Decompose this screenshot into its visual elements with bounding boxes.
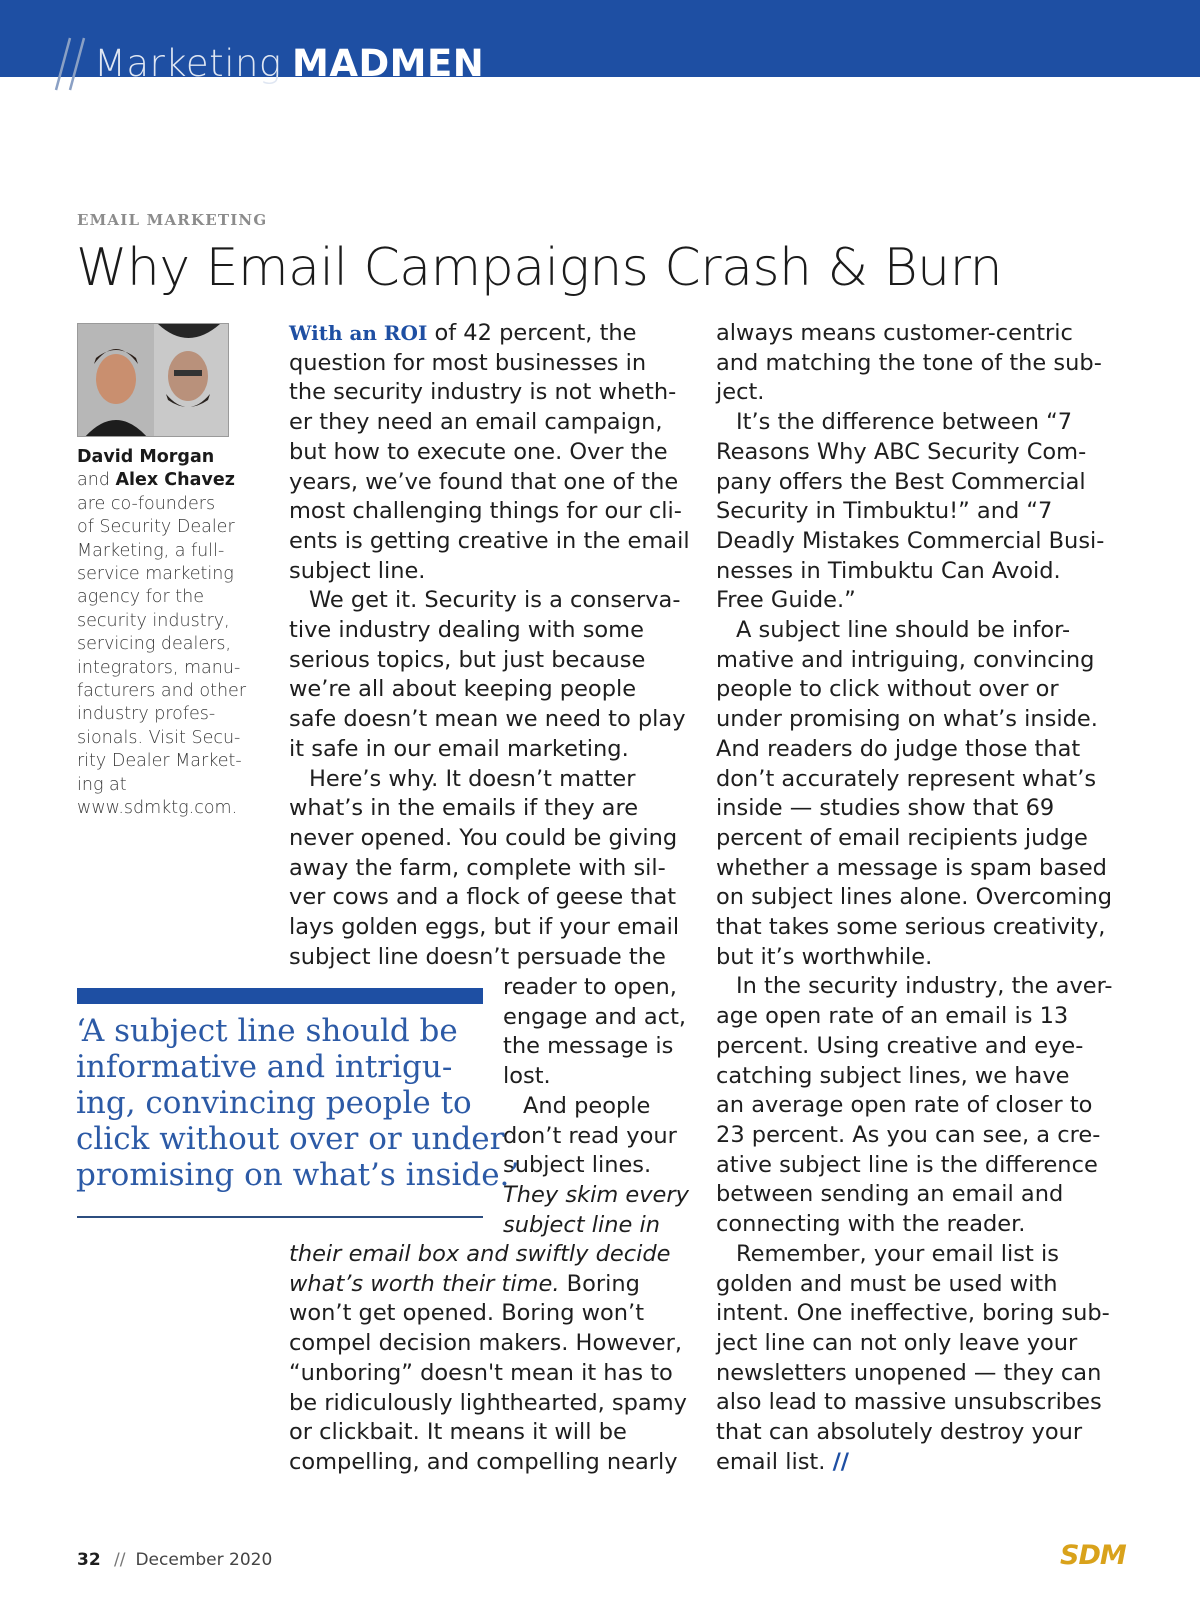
body-line: the security industry is not wheth- [289,379,677,406]
body-line: subject line doesn’t persuade the [289,943,666,970]
body-line: it safe in our email marketing. [289,735,629,762]
body-line: A subject line should be infor- [736,617,1071,644]
body-line: but it’s worthwhile. [716,943,933,970]
bio-line: integrators, manu- [77,657,241,678]
pullquote-line: ing, convincing people to [76,1085,472,1121]
author-name-2: Alex Chavez [115,470,235,491]
body-column-2-narrow [503,973,699,1240]
page-number: 32 [77,1550,101,1570]
body-line: lost. [503,1063,551,1090]
footer-separator: // [114,1550,126,1570]
body-line: email list. // [716,1448,849,1475]
body-line: It’s the difference between “7 [736,409,1073,436]
pullquote-line: promising on what’s inside.’ [76,1157,520,1193]
body-line: Deadly Mistakes Commercial Busi- [716,527,1105,554]
body-line: And readers do judge those that [716,735,1081,762]
bio-line: agency for the [77,587,204,608]
body-line: We get it. Security is a conserva- [309,587,681,614]
body-line: question for most businesses in [289,349,647,376]
author-name-1: David Morgan [77,447,215,467]
sdm-logo: SDM [1060,1540,1126,1571]
body-line: that can absolutely destroy your [716,1419,1083,1446]
body-line: golden and must be used with [716,1270,1058,1297]
body-line: tive industry dealing with some [289,617,644,644]
body-line: compel decision makers. However, [289,1330,683,1357]
author-photo-image [78,324,229,437]
body-line: but how to execute one. Over the [289,438,668,465]
body-line: Here’s why. It doesn’t matter [309,765,636,792]
body-line: 23 percent. As you can see, a cre- [716,1121,1101,1148]
pullquote [76,1013,520,1193]
body-line: lays golden eggs, but if your email [289,914,680,941]
department-name-bold: MADMEN [292,42,485,85]
body-line: we’re all about keeping people [289,676,637,703]
body-line: inside — studies show that 69 [716,795,1055,822]
bio-line: service marketing [77,564,234,585]
body-line: mative and intriguing, convincing [716,646,1095,673]
body-line: safe doesn’t mean we need to play [289,706,686,733]
bio-line: servicing dealers, [77,634,232,655]
pullquote-line: ‘A subject line should be [76,1013,458,1049]
bio-line: sionals. Visit Secu- [77,727,241,748]
bio-line: of Security Dealer [77,517,235,538]
lead-in: With an ROI [289,321,428,345]
body-line: age open rate of an email is 13 [716,1003,1069,1030]
body-line: newsletters unopened — they can [716,1359,1102,1386]
body-line: intent. One ineffective, boring sub- [716,1300,1110,1327]
body-line: ative subject line is the difference [716,1151,1098,1178]
body-line: serious topics, but just because [289,646,646,673]
body-line: pany offers the Best Commercial [716,468,1086,495]
body-line: always means customer-centric [716,320,1073,346]
footer-date-text: December 2020 [135,1550,273,1570]
body-line: subject line in [503,1211,660,1238]
body-line: won’t get opened. Boring won’t [289,1300,645,1327]
pullquote-line: click without over or under [76,1121,505,1157]
body-line: an average open rate of closer to [716,1092,1093,1119]
department-name-light: Marketing [94,42,282,85]
body-line: be ridiculously lighthearted, spamy [289,1389,687,1416]
body-column-3 [716,319,1128,1477]
body-line: Reasons Why ABC Security Com- [716,438,1087,465]
body-line: With an ROI of 42 percent, the [289,320,637,346]
body-line: whether a message is spam based [716,854,1107,881]
body-line: never opened. You could be giving [289,824,678,851]
pullquote-bottom-rule [77,1216,483,1218]
body-line: years, we’ve found that one of the [289,468,679,495]
bio-website: www.sdmktg.com. [77,798,238,819]
body-line: percent. Using creative and eye- [716,1032,1084,1059]
body-line: and matching the tone of the sub- [716,349,1102,376]
body-line: don’t accurately represent what’s [716,765,1097,792]
body-line: percent of email recipients judge [716,824,1088,851]
bio-and: and [77,470,110,491]
end-mark: // [832,1448,849,1475]
body-line: on subject lines alone. Overcoming [716,884,1113,911]
body-line: catching subject lines, we have [716,1062,1070,1089]
body-line: or clickbait. It means it will be [289,1419,627,1446]
bio-line: are co-founders [77,493,216,514]
body-line: In the security industry, the aver- [736,973,1113,1000]
body-line: connecting with the reader. [716,1211,1026,1238]
body-line: also lead to massive unsubscribes [716,1389,1102,1416]
body-line: They skim every [503,1181,689,1208]
body-line: subject line. [289,557,426,584]
article-kicker: EMAIL MARKETING [77,211,268,229]
body-line: the message is [503,1033,674,1060]
body-line: er they need an email campaign, [289,409,663,436]
body-line: Security in Timbuktu!” and “7 [716,498,1053,525]
pullquote-line: informative and intrigu- [76,1049,453,1085]
body-line: ject line can not only leave your [716,1329,1078,1356]
body-line: reader to open, [503,974,677,1000]
body-line: compelling, and compelling nearly [289,1448,678,1475]
body-line: Free Guide.” [716,587,856,614]
bio-line: ing at [77,774,127,795]
body-line: what’s in the emails if they are [289,795,639,822]
body-line: under promising on what’s inside. [716,706,1098,733]
author-bio [77,446,257,821]
author-photo [77,323,229,437]
issue-date [114,1550,272,1570]
body-line: that takes some serious creativity, [716,914,1106,941]
body-line: don’t read your [503,1122,677,1149]
body-column-2-bottom [289,1240,701,1478]
body-line: ents is getting creative in the email [289,527,690,554]
article-headline: Why Email Campaigns Crash & Burn [76,238,1003,298]
body-column-2-top [289,319,701,972]
body-line: away the farm, complete with sil- [289,854,666,881]
bio-line: facturers and other [77,681,247,702]
body-line: most challenging things for our cli- [289,498,682,525]
body-line: engage and act, [503,1003,687,1030]
body-line: ject. [716,379,765,406]
bio-line: security industry, [77,610,230,631]
body-line: their email box and swiftly decide [289,1241,671,1267]
body-line: people to click without over or [716,676,1059,703]
body-line: subject lines. [503,1152,652,1179]
bio-line: Marketing, a full- [77,540,225,561]
body-line: ver cows and a flock of geese that [289,884,677,911]
bio-line: industry profes- [77,704,216,725]
bio-line: rity Dealer Market- [77,751,242,772]
body-line: Remember, your email list is [736,1240,1059,1267]
body-line: “unboring” doesn't mean it has to [289,1359,673,1386]
body-line: between sending an email and [716,1181,1064,1208]
body-line: And people [523,1092,651,1119]
body-line: what’s worth their time. Boring [289,1270,640,1297]
body-line: nesses in Timbuktu Can Avoid. [716,557,1061,584]
pullquote-top-bar [77,988,483,1004]
double-slash-icon [52,36,92,92]
